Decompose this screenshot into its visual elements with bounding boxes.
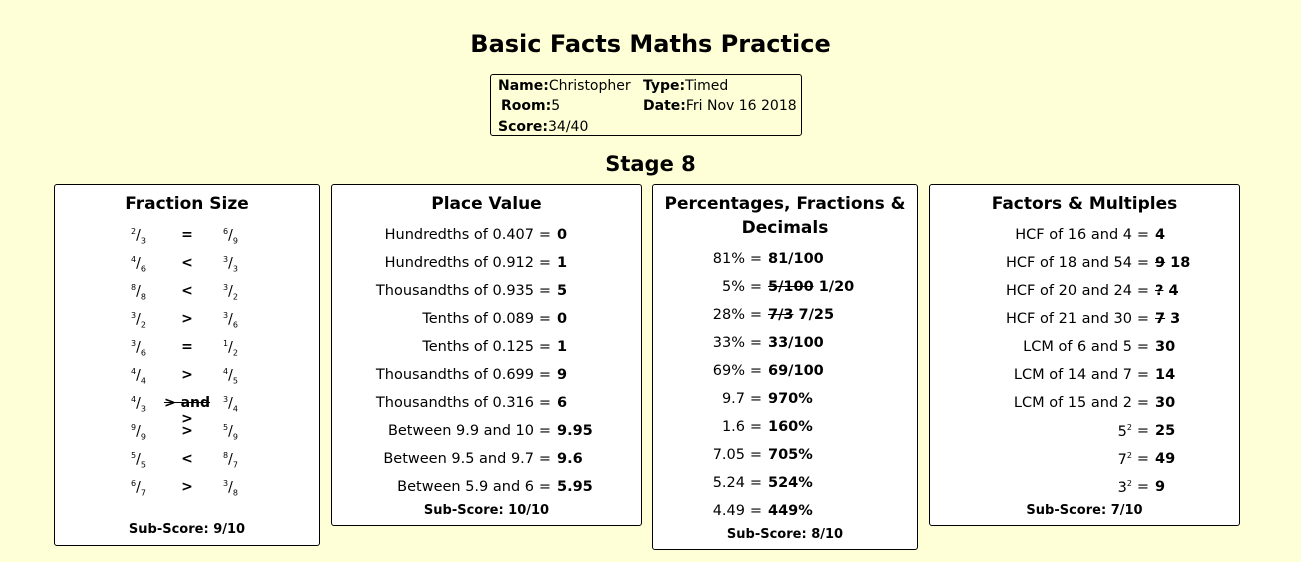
student-info-box — [490, 74, 802, 136]
answer: 1 — [557, 255, 568, 271]
correct-answer: 7/25 — [793, 307, 835, 323]
fraction-slash: / — [136, 255, 141, 272]
numerator: 4 — [131, 395, 137, 404]
question — [653, 363, 745, 379]
answer: 5.95 — [557, 479, 593, 495]
equals-sign: = — [749, 503, 763, 519]
denominator: 9 — [232, 236, 238, 246]
left-fraction — [131, 367, 146, 385]
wrong-answer: 7/3 — [768, 307, 794, 323]
percentage-row — [653, 471, 917, 499]
answer: 9.95 — [557, 423, 593, 439]
fraction-slash: / — [136, 451, 141, 468]
numerator: 3 — [223, 395, 229, 404]
equals-sign: = — [1136, 479, 1150, 495]
exponent: 2 — [1126, 479, 1132, 488]
answer: 705% — [768, 447, 813, 463]
equals-sign: = — [749, 251, 763, 267]
fraction-slash: / — [228, 311, 233, 328]
fraction-slash: / — [228, 451, 233, 468]
question-text: 5% — [721, 279, 745, 295]
total-score: 34/40 — [548, 119, 589, 135]
right-fraction — [223, 339, 238, 357]
fraction-slash: / — [136, 339, 141, 356]
answer: 970% — [768, 391, 813, 407]
question-text: Tenths of 0.125 — [422, 339, 534, 355]
answer: 524% — [768, 475, 813, 491]
question — [332, 339, 534, 355]
question-text: LCM of 14 and 7 — [1013, 367, 1132, 383]
question — [653, 251, 745, 267]
factors-row — [930, 419, 1239, 447]
fraction-slash: / — [136, 227, 141, 244]
numerator: 5 — [131, 451, 137, 460]
factors-title: Factors & Multiples — [991, 194, 1178, 214]
denominator: 3 — [140, 404, 146, 414]
question-text: 7.05 — [712, 447, 745, 463]
fraction-row — [55, 279, 319, 307]
denominator: 3 — [232, 264, 238, 274]
right-fraction — [223, 255, 238, 273]
question — [332, 451, 534, 467]
equals-sign: = — [749, 335, 763, 351]
name-label: Name: — [498, 78, 549, 94]
score-label: Score: — [498, 119, 548, 135]
answer — [768, 307, 834, 323]
equals-sign: = — [538, 283, 552, 299]
equals-sign: = — [749, 391, 763, 407]
right-fraction — [223, 311, 238, 329]
fraction-row — [55, 419, 319, 447]
question-text: LCM of 6 and 5 — [1023, 339, 1132, 355]
comparison-sign: > — [181, 367, 193, 383]
question-text: Thousandths of 0.699 — [375, 367, 534, 383]
answer: 0 — [557, 311, 568, 327]
fraction-slash: / — [136, 311, 141, 328]
fraction-row — [55, 363, 319, 391]
factors-row — [930, 335, 1239, 363]
place-value-row — [332, 447, 641, 475]
percentage-row — [653, 247, 917, 275]
denominator: 9 — [140, 432, 146, 442]
answer — [1155, 255, 1190, 271]
question — [930, 423, 1132, 440]
equals-sign: = — [538, 339, 552, 355]
fraction-row — [55, 335, 319, 363]
fraction-slash: / — [136, 423, 141, 440]
denominator: 2 — [232, 292, 238, 302]
equals-sign: = — [1136, 311, 1150, 327]
page-title: Basic Facts Maths Practice — [470, 30, 831, 58]
correct-answer: 18 — [1165, 255, 1191, 271]
question-text: 9.7 — [721, 391, 745, 407]
percentages-subscore: Sub-Score: 8/10 — [726, 527, 844, 542]
percentage-row — [653, 415, 917, 443]
comparison-sign: > — [181, 479, 193, 495]
denominator: 7 — [140, 488, 146, 498]
wrong-answer: 5/100 — [768, 279, 814, 295]
denominator: 2 — [140, 320, 146, 330]
wrong-answer: > and — [163, 395, 211, 411]
factors-row — [930, 251, 1239, 279]
fraction-slash: / — [136, 367, 141, 384]
factors-row — [930, 475, 1239, 503]
equals-sign: = — [1136, 451, 1150, 467]
fraction-slash: / — [136, 479, 141, 496]
right-fraction — [223, 283, 238, 301]
comparison-sign: < — [181, 283, 193, 299]
correct-answer: > — [181, 411, 193, 427]
question — [653, 391, 745, 407]
left-fraction — [131, 227, 146, 245]
equals-sign: = — [538, 423, 552, 439]
correct-answer: 4 — [1163, 283, 1179, 299]
equals-sign: = — [538, 451, 552, 467]
numerator: 3 — [223, 479, 229, 488]
fraction-row — [55, 223, 319, 251]
numerator: 4 — [223, 367, 229, 376]
place-value-row — [332, 475, 641, 503]
question-text: Between 9.9 and 10 — [387, 423, 534, 439]
question — [653, 447, 745, 463]
equals-sign: = — [749, 307, 763, 323]
place-value-row — [332, 223, 641, 251]
fraction-row — [55, 391, 319, 427]
question — [653, 279, 745, 295]
answer: 9 — [1155, 479, 1166, 495]
factors-row — [930, 307, 1239, 335]
exponent: 2 — [1126, 423, 1132, 432]
fraction-slash: / — [228, 227, 233, 244]
denominator: 4 — [232, 404, 238, 414]
question — [653, 503, 745, 519]
comparison-sign: = — [181, 339, 193, 355]
answer: 0 — [557, 227, 568, 243]
fraction-slash: / — [228, 283, 233, 300]
place-value-row — [332, 419, 641, 447]
question-text: 3 — [1117, 479, 1127, 496]
denominator: 5 — [140, 460, 146, 470]
numerator: 3 — [223, 255, 229, 264]
fraction-row — [55, 307, 319, 335]
fraction-row — [55, 251, 319, 279]
question-text: 69% — [712, 363, 745, 379]
left-fraction — [131, 395, 146, 413]
answer: 160% — [768, 419, 813, 435]
numerator: 3 — [223, 311, 229, 320]
left-fraction — [131, 311, 146, 329]
factors-row — [930, 447, 1239, 475]
percentage-row — [653, 303, 917, 331]
fraction-size-title: Fraction Size — [125, 194, 249, 214]
student-name: Christopher — [548, 78, 631, 94]
question — [332, 255, 534, 271]
factors-panel — [929, 184, 1240, 526]
comparison-sign: > — [181, 311, 193, 327]
question — [930, 367, 1132, 383]
comparison-sign: > — [181, 423, 193, 439]
equals-sign: = — [1136, 395, 1150, 411]
question — [332, 423, 534, 439]
place-value-row — [332, 279, 641, 307]
equals-sign: = — [1136, 339, 1150, 355]
question-text: 81% — [712, 251, 745, 267]
question-text: 1.6 — [721, 419, 745, 435]
question-text: Between 9.5 and 9.7 — [383, 451, 534, 467]
left-fraction — [131, 423, 146, 441]
numerator: 6 — [131, 479, 137, 488]
denominator: 7 — [232, 460, 238, 470]
question-text: HCF of 21 and 30 — [1006, 311, 1132, 327]
place-value-title: Place Value — [431, 194, 542, 214]
factors-row — [930, 363, 1239, 391]
answer: 449% — [768, 503, 813, 519]
numerator: 8 — [131, 283, 137, 292]
numerator: 4 — [131, 367, 137, 376]
percentage-row — [653, 443, 917, 471]
fraction-size-panel — [54, 184, 320, 546]
question — [930, 339, 1132, 355]
percentage-row — [653, 331, 917, 359]
equals-sign: = — [538, 479, 552, 495]
right-fraction — [223, 451, 238, 469]
practice-type: Timed — [685, 78, 729, 94]
answer: 4 — [1155, 227, 1166, 243]
percentages-title: Percentages, Fractions & Decimals — [664, 194, 906, 238]
question — [332, 283, 534, 299]
denominator: 6 — [232, 320, 238, 330]
answer: 81/100 — [768, 251, 824, 267]
exponent: 2 — [1126, 451, 1132, 460]
place-value-row — [332, 363, 641, 391]
denominator: 4 — [140, 376, 146, 386]
question-text: HCF of 20 and 24 — [1006, 283, 1132, 299]
denominator: 8 — [232, 488, 238, 498]
score-row — [498, 119, 588, 135]
type-row — [643, 78, 728, 94]
question — [653, 419, 745, 435]
right-fraction — [223, 479, 238, 497]
answer: 25 — [1155, 423, 1176, 439]
equals-sign: = — [749, 419, 763, 435]
fraction-slash: / — [136, 283, 141, 300]
equals-sign: = — [538, 311, 552, 327]
right-fraction — [223, 395, 238, 413]
question-text: 28% — [712, 307, 745, 323]
question — [332, 227, 534, 243]
equals-sign: = — [538, 227, 552, 243]
fraction-slash: / — [228, 255, 233, 272]
left-fraction — [131, 451, 146, 469]
place-value-row — [332, 307, 641, 335]
name-row — [498, 78, 631, 94]
question-text: 5.24 — [712, 475, 745, 491]
question — [930, 479, 1132, 496]
right-fraction — [223, 227, 238, 245]
question-text: Tenths of 0.089 — [422, 311, 534, 327]
place-value-row — [332, 391, 641, 419]
factors-row — [930, 391, 1239, 419]
room-row — [501, 98, 560, 114]
left-fraction — [131, 283, 146, 301]
question-text: HCF of 18 and 54 — [1006, 255, 1132, 271]
stage-heading: Stage 8 — [605, 152, 696, 176]
date-label: Date: — [643, 98, 686, 114]
question — [653, 475, 745, 491]
factors-subscore: Sub-Score: 7/10 — [1026, 503, 1143, 518]
factors-row — [930, 223, 1239, 251]
question-text: Between 5.9 and 6 — [397, 479, 534, 495]
question — [930, 311, 1132, 327]
numerator: 3 — [223, 283, 229, 292]
percentage-row — [653, 387, 917, 415]
date-value: Fri Nov 16 2018 — [685, 98, 797, 114]
wrong-answer: ? — [1155, 283, 1164, 299]
question-text: Hundredths of 0.912 — [384, 255, 534, 271]
numerator: 8 — [223, 451, 229, 460]
answer — [1155, 311, 1180, 327]
fraction-slash: / — [228, 339, 233, 356]
question — [332, 479, 534, 495]
answer: 1 — [557, 339, 568, 355]
equals-sign: = — [749, 475, 763, 491]
answer — [1155, 283, 1179, 299]
left-fraction — [131, 479, 146, 497]
equals-sign: = — [1136, 367, 1150, 383]
question — [930, 451, 1132, 468]
denominator: 3 — [140, 236, 146, 246]
denominator: 8 — [140, 292, 146, 302]
answer: 30 — [1155, 339, 1176, 355]
percentage-row — [653, 359, 917, 387]
question-text: 4.49 — [712, 503, 745, 519]
fraction-row — [55, 475, 319, 503]
comparison-sign: < — [181, 451, 193, 467]
question — [930, 395, 1132, 411]
place-value-panel — [331, 184, 642, 526]
answer: 33/100 — [768, 335, 824, 351]
numerator: 6 — [223, 227, 229, 236]
comparison-sign: < — [181, 255, 193, 271]
numerator: 2 — [131, 227, 137, 236]
right-fraction — [223, 423, 238, 441]
answer: 9.6 — [557, 451, 583, 467]
equals-sign: = — [1136, 283, 1150, 299]
question-text: 5 — [1117, 423, 1127, 440]
denominator: 9 — [232, 432, 238, 442]
denominator: 6 — [140, 264, 146, 274]
place-value-subscore: Sub-Score: 10/10 — [423, 503, 550, 518]
date-row — [643, 98, 797, 114]
equals-sign: = — [749, 447, 763, 463]
answer: 69/100 — [768, 363, 824, 379]
denominator: 6 — [140, 348, 146, 358]
answer: 6 — [557, 395, 568, 411]
question — [332, 395, 534, 411]
numerator: 4 — [131, 255, 137, 264]
fraction-row — [55, 447, 319, 475]
question — [930, 283, 1132, 299]
answer: 9 — [557, 367, 568, 383]
numerator: 3 — [131, 339, 137, 348]
fraction-slash: / — [228, 395, 233, 412]
numerator: 9 — [131, 423, 137, 432]
equals-sign: = — [538, 255, 552, 271]
equals-sign: = — [538, 367, 552, 383]
question — [332, 311, 534, 327]
question — [930, 255, 1132, 271]
answer: 14 — [1155, 367, 1176, 383]
answer — [768, 279, 854, 295]
equals-sign: = — [749, 363, 763, 379]
equals-sign: = — [1136, 423, 1150, 439]
correct-answer: 3 — [1165, 311, 1181, 327]
question-text: Thousandths of 0.935 — [375, 283, 534, 299]
question-text: Hundredths of 0.407 — [384, 227, 534, 243]
numerator: 3 — [131, 311, 137, 320]
answer: 5 — [557, 283, 568, 299]
question — [653, 307, 745, 323]
answer: 49 — [1155, 451, 1176, 467]
percentages-panel — [652, 184, 918, 550]
fraction-slash: / — [228, 423, 233, 440]
question — [930, 227, 1132, 243]
denominator: 5 — [232, 376, 238, 386]
type-label: Type: — [643, 78, 686, 94]
left-fraction — [131, 339, 146, 357]
denominator: 2 — [232, 348, 238, 358]
percentage-row — [653, 275, 917, 303]
right-fraction — [223, 367, 238, 385]
room-value: 5 — [551, 98, 561, 114]
fraction-slash: / — [228, 479, 233, 496]
wrong-answer: 7 — [1155, 311, 1166, 327]
question — [332, 367, 534, 383]
wrong-answer: 9 — [1155, 255, 1166, 271]
factors-row — [930, 279, 1239, 307]
place-value-row — [332, 335, 641, 363]
question-text: Thousandths of 0.316 — [375, 395, 534, 411]
question-text: LCM of 15 and 2 — [1013, 395, 1132, 411]
numerator: 1 — [223, 339, 229, 348]
numerator: 5 — [223, 423, 229, 432]
fraction-slash: / — [228, 367, 233, 384]
place-value-row — [332, 251, 641, 279]
percentage-row — [653, 499, 917, 527]
question-text: HCF of 16 and 4 — [1015, 227, 1132, 243]
comparison-sign: = — [181, 227, 193, 243]
left-fraction — [131, 255, 146, 273]
equals-sign: = — [749, 279, 763, 295]
equals-sign: = — [538, 395, 552, 411]
equals-sign: = — [1136, 227, 1150, 243]
question-text: 7 — [1117, 451, 1127, 468]
fraction-size-subscore: Sub-Score: 9/10 — [128, 522, 246, 537]
correct-answer: 1/20 — [813, 279, 855, 295]
answer: 30 — [1155, 395, 1176, 411]
question — [653, 335, 745, 351]
room-label: Room: — [501, 98, 552, 114]
question-text: 33% — [712, 335, 745, 351]
fraction-slash: / — [136, 395, 141, 412]
equals-sign: = — [1136, 255, 1150, 271]
